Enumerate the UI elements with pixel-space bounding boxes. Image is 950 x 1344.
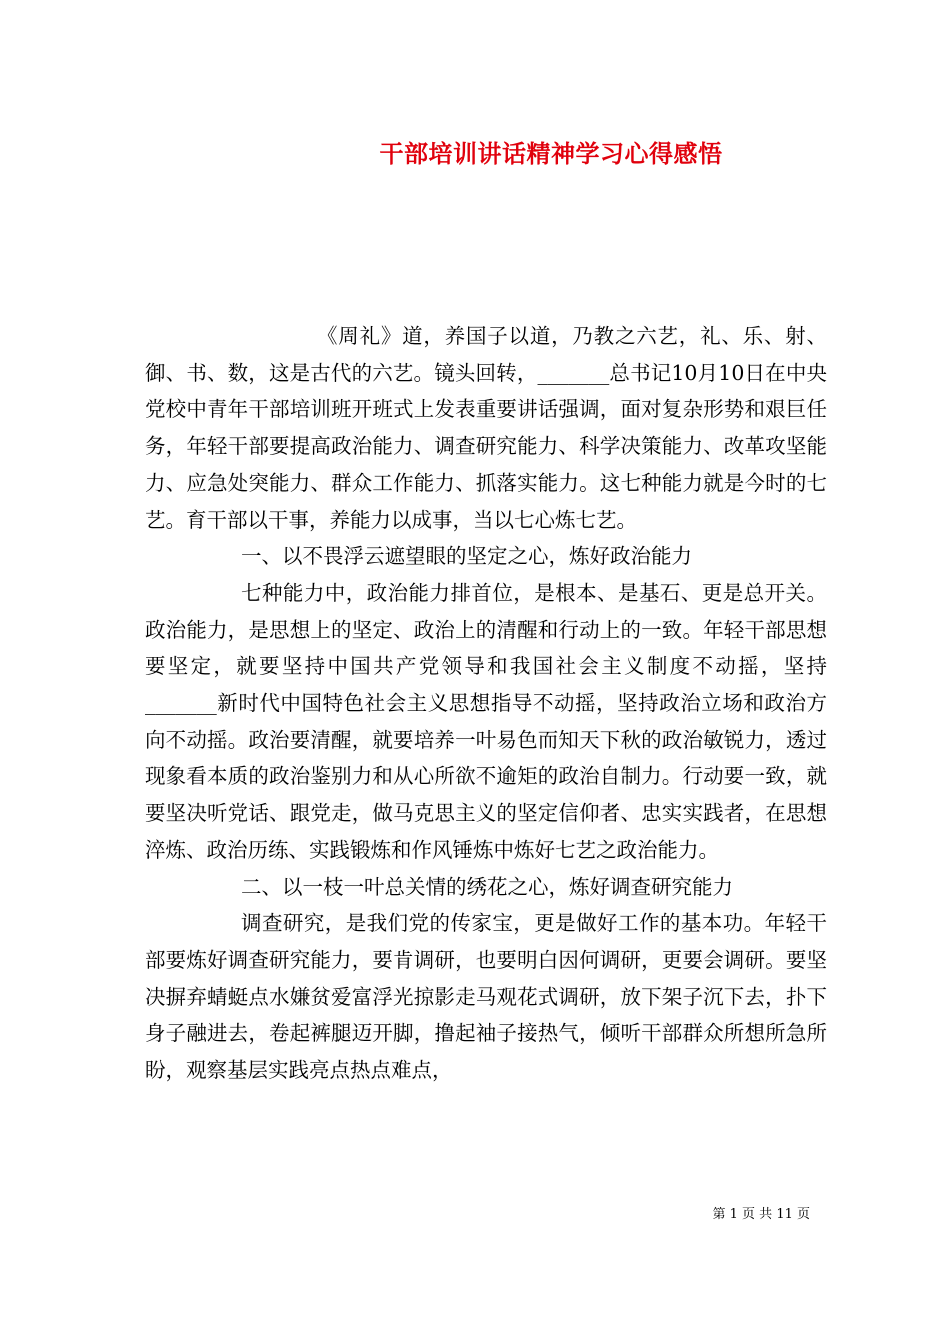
paragraph-intro: 《周礼》道，养国子以道，乃教之六艺，礼、乐、射、御、书、数，这是古代的六艺。镜头回转，_______总书记10月10日在中央党校中青年干部培训班开班式上发表重要讲话强调，面对复杂形势和艰巨任务，年轻干部要提高政治能力、调查研究能力、科学决策能力、改革攻坚能力、应急处突能力、群众工作能力、抓落实能力。这七种能力就是今时的七艺。育干部以干事，养能力以成事，当以七心炼七艺。 xyxy=(145,324,827,532)
paragraph-research-ability: 调查研究，是我们党的传家宝，更是做好工作的基本功。年轻干部要炼好调查研究能力，要肯调研，也要明白因何调研，更要会调研。要坚决摒弃蜻蜓点水嫌贫爱富浮光掠影走马观花式调研，放下架子沉下去，扑下身子融进去，卷起裤腿迈开脚，撸起袖子接热气，倾听干部群众所想所急所盼，观察基层实践亮点热点难点， xyxy=(145,911,827,1083)
page-number: 第 1 页 共 11 页 xyxy=(712,1207,810,1222)
document-title: 干部培训讲话精神学习心得感悟 xyxy=(379,139,723,168)
section-heading-2: 二、以一枝一叶总关情的绣花之心，炼好调查研究能力 xyxy=(241,874,733,899)
paragraph-political-ability: 七种能力中，政治能力排首位，是根本、是基石、更是总开关。政治能力，是思想上的坚定、政治上的清醒和行动上的一致。年轻干部思想要坚定，就要坚持中国共产党领导和我国社会主义制度不动摇，坚持_______新时代中国特色社会主义思想指导不动摇，坚持政治立场和政治方向不动摇。政治要清醒，就要培养一叶易色而知天下秋的政治敏锐力，透过现象看本质的政治鉴别力和从心所欲不逾矩的政治自制力。行动要一致，就要坚决听党话、跟党走，做马克思主义的坚定信仰者、忠实实践者，在思想淬炼、政治历练、实践锻炼和作风锤炼中炼好七艺之政治能力。 xyxy=(145,580,827,862)
document-body xyxy=(145,318,827,1089)
section-heading-1: 一、以不畏浮云遮望眼的坚定之心，炼好政治能力 xyxy=(241,544,692,569)
